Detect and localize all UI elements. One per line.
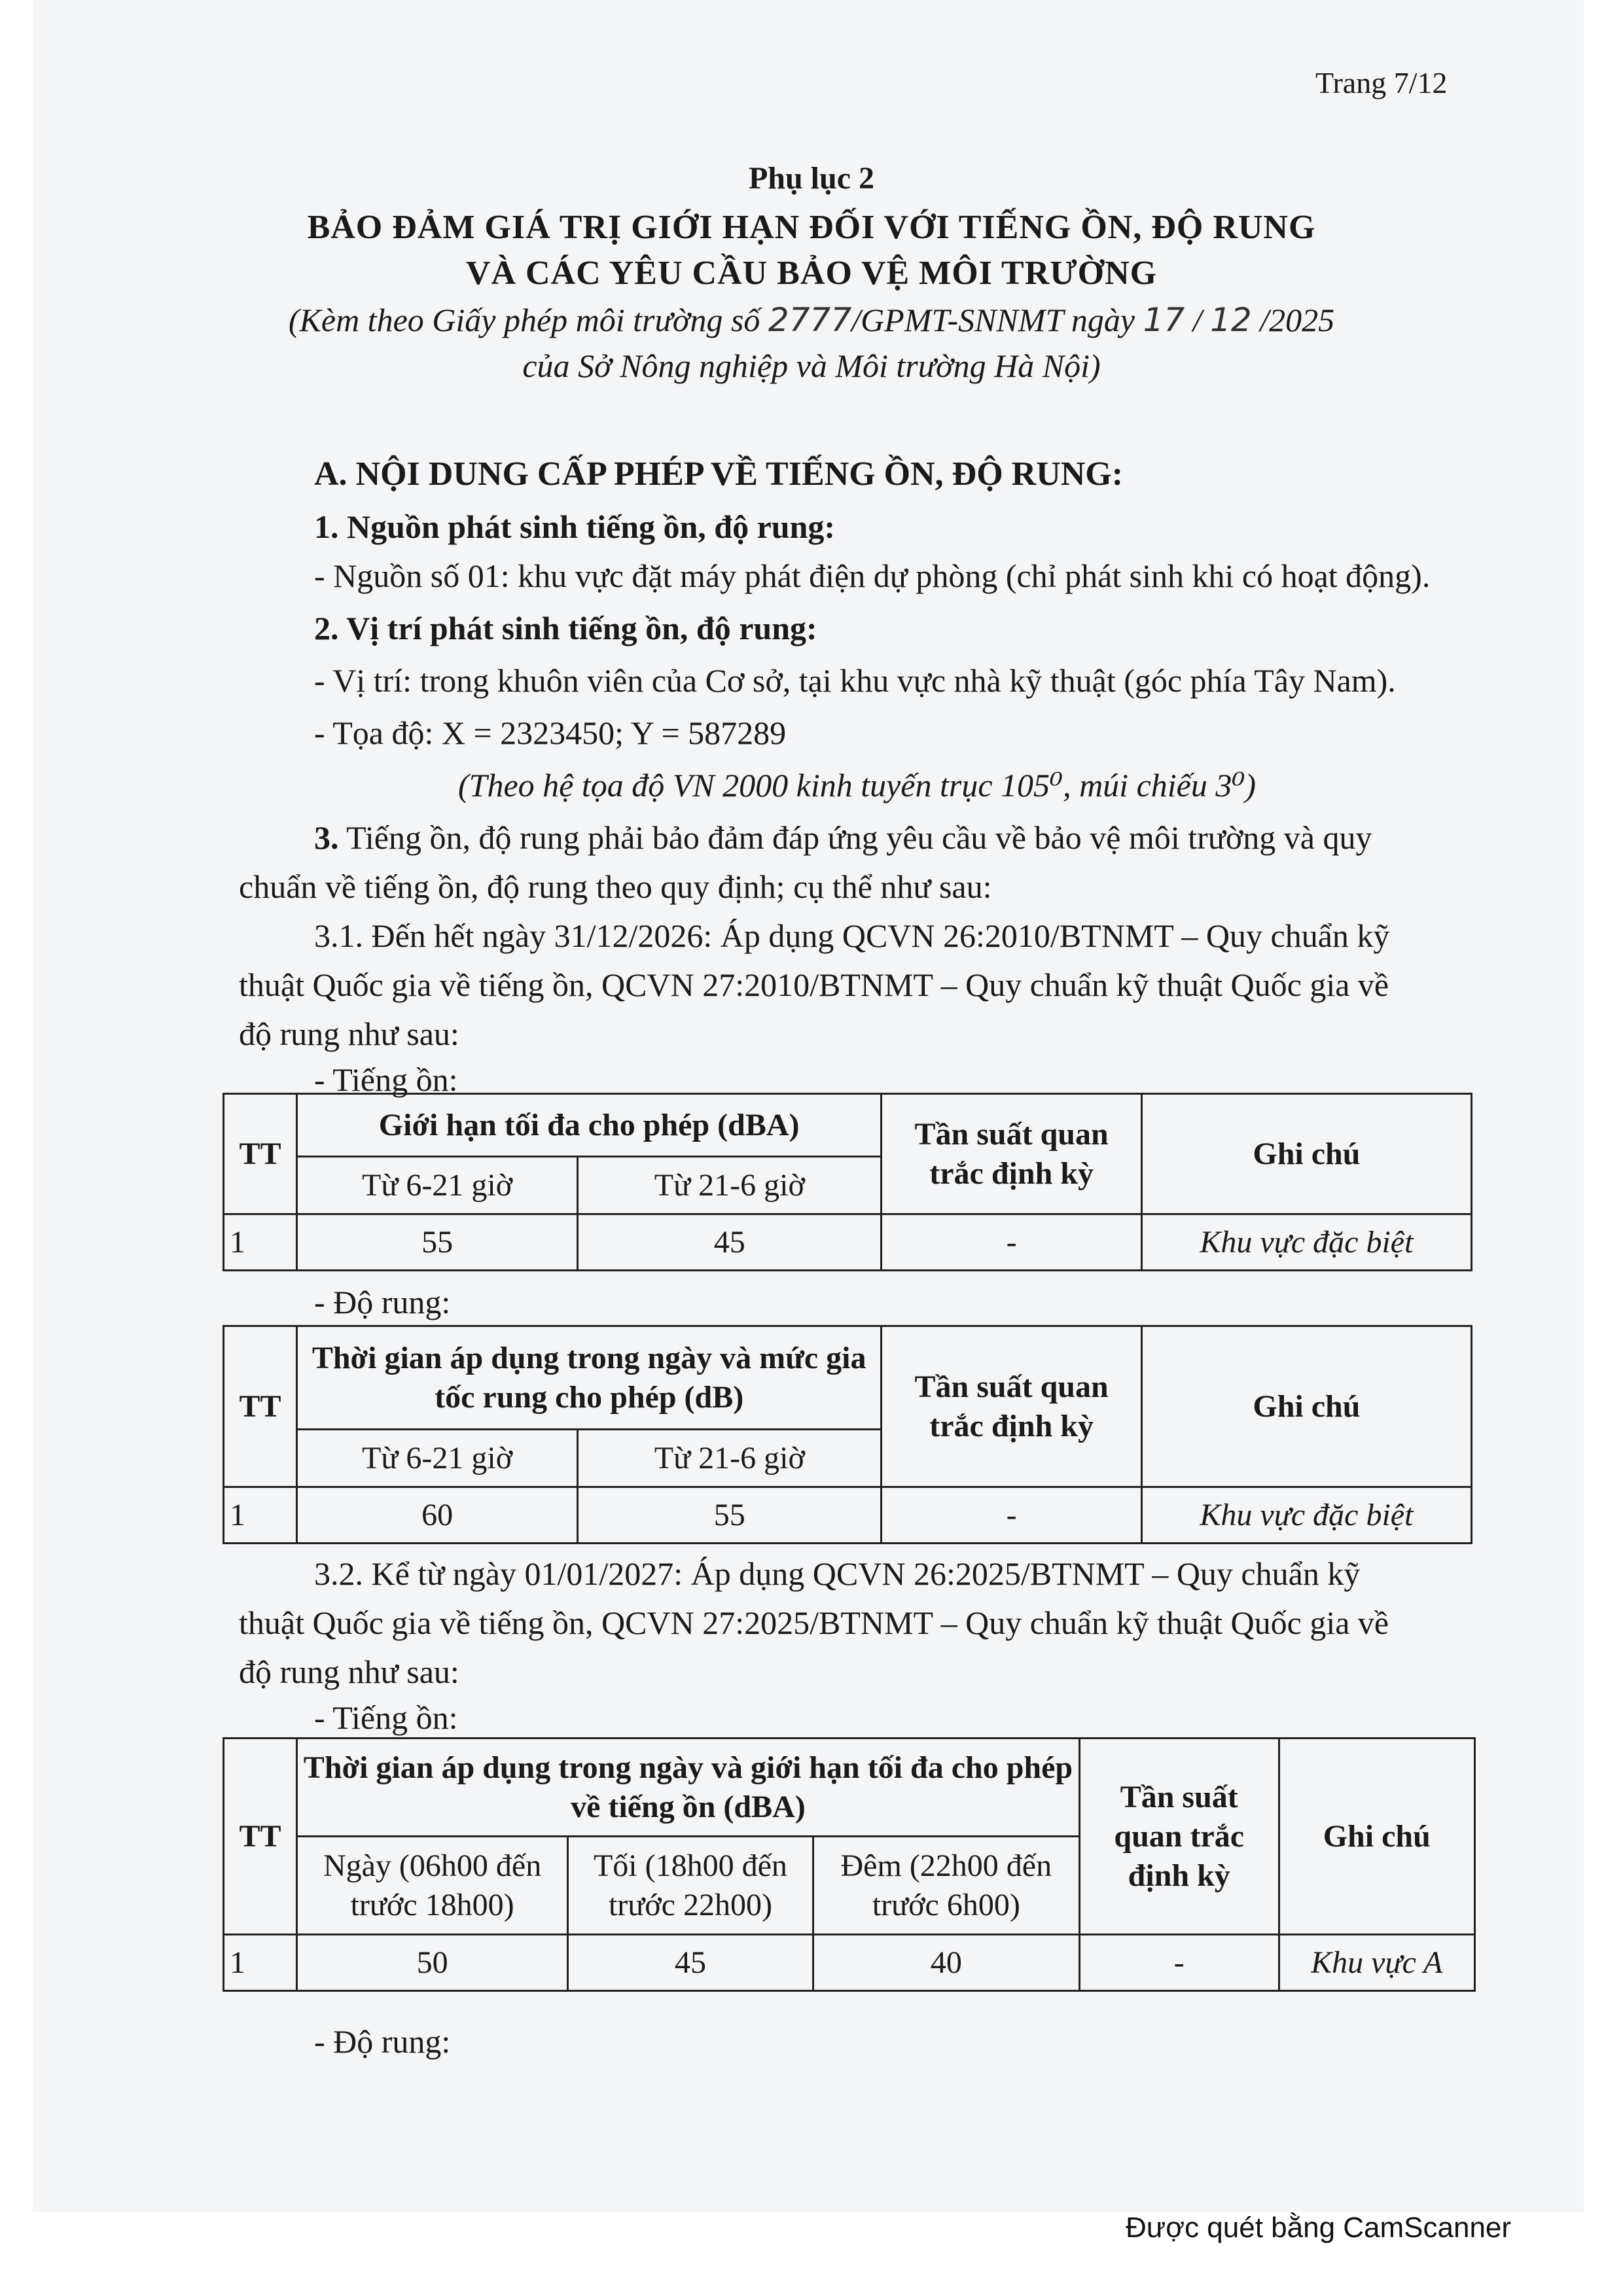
table-row (224, 1214, 1472, 1271)
header-tt: TT (224, 1326, 297, 1487)
cell-note: Khu vực A (1279, 1935, 1475, 1991)
header-day: Từ 6-21 giờ (296, 1157, 577, 1214)
camscanner-watermark: Được quét bằng CamScanner (1126, 2212, 1512, 2244)
vibration-limit-table-2010 (223, 1325, 1472, 1544)
item2-location: - Vị trí: trong khuôn viên của Cơ sở, tại khu vực nhà kỹ thuật (góc phía Tây Nam). (314, 662, 1396, 699)
cell-tt: 1 (224, 1935, 297, 1991)
cell-tt: 1 (224, 1487, 297, 1544)
cell-frequency: - (1079, 1935, 1279, 1991)
section-a-heading: A. NỘI DUNG CẤP PHÉP VỀ TIẾNG ỒN, ĐỘ RUNG: (314, 455, 1124, 493)
header-night: Từ 21-6 giờ (578, 1430, 882, 1487)
item2-coordinate-system: (Theo hệ tọa độ VN 2000 kinh tuyến trục 105⁰, múi chiếu 3⁰) (458, 767, 1257, 804)
item31-line1: 3.1. Đến hết ngày 31/12/2026: Áp dụng QCVN 26:2010/BTNMT – Quy chuẩn kỹ (314, 917, 1390, 954)
header-note: Ghi chú (1279, 1739, 1475, 1935)
item3-number: 3. (314, 819, 339, 856)
handwritten-permit-number: 2777 (768, 301, 852, 339)
header-note: Ghi chú (1141, 1326, 1471, 1487)
cell-day: 50 (296, 1935, 567, 1991)
cell-frequency: - (882, 1214, 1141, 1271)
item32-line3: độ rung như sau: (239, 1653, 459, 1690)
subtitle-line1 (0, 301, 1623, 339)
header-limit: Giới hạn tối đa cho phép (dBA) (296, 1094, 881, 1157)
cell-tt: 1 (224, 1214, 297, 1271)
noise-limit-table-2025 (223, 1737, 1476, 1992)
header-day: Từ 6-21 giờ (296, 1430, 577, 1487)
item32-line1: 3.2. Kể từ ngày 01/01/2027: Áp dụng QCVN 26:2025/BTNMT – Quy chuẩn kỹ (314, 1555, 1361, 1592)
noise-label-2: - Tiếng ồn: (314, 1699, 458, 1736)
header-limit: Thời gian áp dụng trong ngày và giới hạn tối đa cho phép về tiếng ồn (dBA) (296, 1739, 1079, 1837)
header-tt: TT (224, 1094, 297, 1214)
header-note: Ghi chú (1141, 1094, 1471, 1214)
noise-limit-table-2010 (223, 1093, 1472, 1271)
header-evening: Tối (18h00 đến trước 22h00) (568, 1837, 813, 1935)
cell-note: Khu vực đặc biệt (1141, 1214, 1471, 1271)
header-night: Đêm (22h00 đến trước 6h00) (813, 1837, 1079, 1935)
cell-night: 45 (578, 1214, 882, 1271)
date-separator: / (1192, 302, 1202, 338)
cell-night: 40 (813, 1935, 1079, 1991)
header-night: Từ 21-6 giờ (578, 1157, 882, 1214)
header-limit: Thời gian áp dụng trong ngày và mức gia tốc rung cho phép (dB) (296, 1326, 881, 1430)
item1-text: - Nguồn số 01: khu vực đặt máy phát điện dự phòng (chỉ phát sinh khi có hoạt động). (314, 557, 1431, 594)
subtitle-prefix: (Kèm theo Giấy phép môi trường số (288, 302, 760, 338)
header-tt: TT (224, 1739, 297, 1935)
item31-line3: độ rung như sau: (239, 1016, 459, 1052)
vibration-label-2: - Độ rung: (314, 2023, 451, 2060)
subtitle-mid: /GPMT-SNNMT ngày (851, 302, 1135, 338)
vibration-label-1: - Độ rung: (314, 1284, 451, 1320)
table-row (224, 1487, 1472, 1544)
item32-line2: thuật Quốc gia về tiếng ồn, QCVN 27:2025/BTNMT – Quy chuẩn kỹ thuật Quốc gia về (239, 1604, 1389, 1641)
item3-line2: chuẩn về tiếng ồn, độ rung theo quy định; cụ thể như sau: (239, 868, 992, 905)
item2-coordinates: - Tọa độ: X = 2323450; Y = 587289 (314, 715, 787, 751)
item2-heading: 2. Vị trí phát sinh tiếng ồn, độ rung: (314, 610, 817, 646)
document-title-line2: VÀ CÁC YÊU CẦU BẢO VỆ MÔI TRƯỜNG (465, 255, 1158, 292)
page-number: Trang 7/12 (1315, 66, 1448, 99)
handwritten-day: 17 (1143, 301, 1185, 339)
cell-day: 55 (296, 1214, 577, 1271)
subtitle-line2: của Sở Nông nghiệp và Môi trường Hà Nội) (522, 347, 1101, 384)
table-row (224, 1935, 1475, 1991)
header-frequency: Tần suất quan trắc định kỳ (882, 1326, 1141, 1487)
document-title-line1: BẢO ĐẢM GIÁ TRỊ GIỚI HẠN ĐỐI VỚI TIẾNG ỒN, ĐỘ RUNG (307, 209, 1316, 246)
cell-night: 55 (578, 1487, 882, 1544)
item3-text: Tiếng ồn, độ rung phải bảo đảm đáp ứng yêu cầu về bảo vệ môi trường và quy (338, 819, 1372, 856)
item31-line2: thuật Quốc gia về tiếng ồn, QCVN 27:2010/BTNMT – Quy chuẩn kỹ thuật Quốc gia về (239, 966, 1389, 1003)
header-frequency: Tần suất quan trắc định kỳ (882, 1094, 1141, 1214)
cell-evening: 45 (568, 1935, 813, 1991)
header-day: Ngày (06h00 đến trước 18h00) (296, 1837, 567, 1935)
cell-day: 60 (296, 1487, 577, 1544)
header-frequency: Tần suất quan trắc định kỳ (1079, 1739, 1279, 1935)
item1-heading: 1. Nguồn phát sinh tiếng ồn, độ rung: (314, 508, 836, 545)
appendix-label: Phụ lục 2 (748, 161, 875, 196)
noise-label-1: - Tiếng ồn: (314, 1061, 458, 1098)
item3-line1 (314, 815, 1372, 860)
handwritten-month: 12 (1210, 301, 1252, 339)
cell-frequency: - (882, 1487, 1141, 1544)
cell-note: Khu vực đặc biệt (1141, 1487, 1471, 1544)
subtitle-year: /2025 (1260, 302, 1335, 338)
